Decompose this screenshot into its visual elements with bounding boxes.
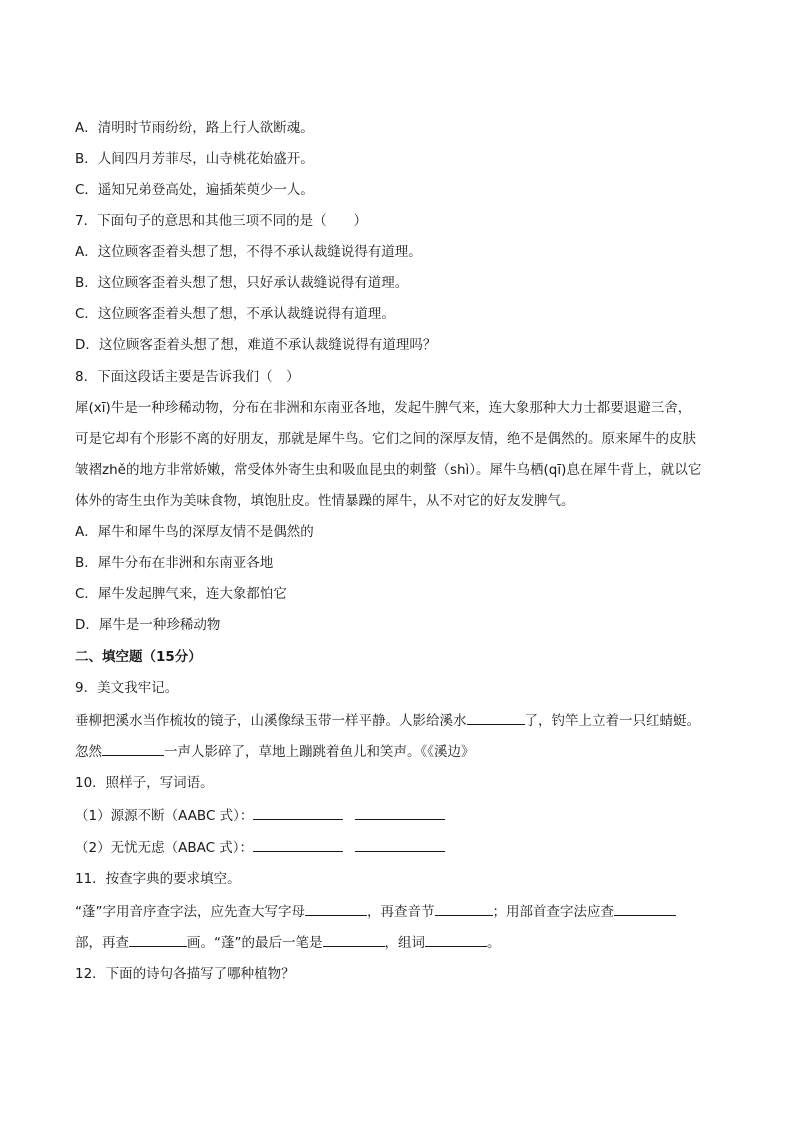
q10-item-2	[75, 837, 445, 858]
q11-text-2c: ，组词	[384, 935, 425, 951]
q11-blank-letter[interactable]	[305, 901, 367, 916]
q10-item-2-blank-b[interactable]	[355, 837, 445, 852]
q8-stem: 8．下面这段话主要是告诉我们（ ）	[75, 369, 300, 385]
q11-line-1	[75, 901, 676, 922]
q7-option-a: A．这位顾客歪着头想了想，不得不承认裁缝说得有道理。	[75, 244, 422, 260]
q11-text-1a: “蓬”字用音序查字法，应先查大写字母	[75, 904, 305, 920]
q11-blank-radical[interactable]	[614, 901, 676, 916]
q10-item-2-label: （2）无忧无虑（ABAC 式）：	[75, 840, 254, 856]
q7-option-c: C．这位顾客歪着头想了想，不承认裁缝说得有道理。	[75, 306, 395, 322]
q10-item-1-blank-a[interactable]	[253, 805, 343, 820]
q11-text-2d: 。	[487, 935, 501, 951]
q11-text-2a: 部，再查	[75, 935, 129, 951]
q6-option-c: C．遥知兄弟登高处，遍插茱萸少一人。	[75, 182, 314, 198]
q9-line-1	[75, 710, 700, 731]
q8-passage-line-4: 体外的寄生虫作为美味食物，填饱肚皮。性情暴躁的犀牛，从不对它的好友发脾气。	[75, 493, 575, 509]
q9-text-2a: 忽然	[75, 744, 102, 760]
q10-stem: 10．照样子，写词语。	[75, 775, 214, 791]
q9-text-1a: 垂柳把溪水当作梳妆的镜子，山溪像绿玉带一样平静。人影给溪水	[75, 713, 467, 729]
q9-text-2b: 一声人影碎了，草地上蹦跳着鱼儿和笑声。《《溪边》	[164, 744, 475, 760]
q7-option-d: D．这位顾客歪着头想了想，难道不承认裁缝说得有道理吗？	[75, 337, 437, 353]
q9-stem: 9．美文我牢记。	[75, 680, 179, 696]
section-fill-in-heading: 二、填空题（15分）	[75, 649, 202, 665]
q11-blank-last-stroke[interactable]	[323, 932, 385, 947]
q8-option-b: B．犀牛分布在非洲和东南亚各地	[75, 555, 274, 571]
q11-text-1b: ，再查音节	[367, 904, 435, 920]
q10-item-2-blank-a[interactable]	[253, 837, 343, 852]
q11-blank-strokes[interactable]	[129, 932, 187, 947]
q7-option-b: B．这位顾客歪着头想了想，只好承认裁缝说得有道理。	[75, 275, 409, 291]
q11-text-2b: 画。“蓬”的最后一笔是	[187, 935, 323, 951]
q9-blank-1[interactable]	[467, 710, 525, 725]
q8-passage-line-1: 犀(xī)牛是一种珍稀动物，分布在非洲和东南亚各地，发起牛脾气来，连大象那种大力士都要退避三舍，	[75, 400, 692, 416]
q10-item-1	[75, 805, 445, 826]
q8-option-c: C．犀牛发起脾气来，连大象都怕它	[75, 586, 287, 602]
q8-passage-line-2: 可是它却有个形影不离的好朋友，那就是犀牛鸟。它们之间的深厚友情，绝不是偶然的。原来犀牛的皮肤	[75, 431, 696, 447]
q11-line-2	[75, 932, 501, 953]
q6-option-b: B．人间四月芳菲尽，山寺桃花始盛开。	[75, 151, 314, 167]
q9-line-2	[75, 741, 475, 762]
q11-blank-syllable[interactable]	[435, 901, 493, 916]
q8-option-d: D．犀牛是一种珍稀动物	[75, 617, 221, 633]
q9-blank-2[interactable]	[102, 741, 164, 756]
q6-option-a: A．清明时节雨纷纷，路上行人欲断魂。	[75, 120, 314, 136]
q8-option-a: A．犀牛和犀牛鸟的深厚友情不是偶然的	[75, 524, 314, 540]
q10-item-1-blank-b[interactable]	[355, 805, 445, 820]
q11-text-1c: ；用部首查字法应查	[492, 904, 614, 920]
q7-stem: 7．下面句子的意思和其他三项不同的是（ ）	[75, 213, 368, 229]
q8-passage-line-3: 皱褶zhě的地方非常娇嫩，常受体外寄生虫和吸血昆虫的刺螫（shì）。犀牛乌栖(qī)息在犀牛背上，就以它	[75, 462, 702, 478]
q9-text-1b: 了，钓竿上立着一只红蜻蜓。	[524, 713, 700, 729]
q11-blank-word[interactable]	[425, 932, 487, 947]
q10-item-1-label: （1）源源不断（AABC 式）：	[75, 808, 254, 824]
q12-stem: 12．下面的诗句各描写了哪种植物？	[75, 966, 295, 982]
q11-stem: 11．按查字典的要求填空。	[75, 871, 241, 887]
